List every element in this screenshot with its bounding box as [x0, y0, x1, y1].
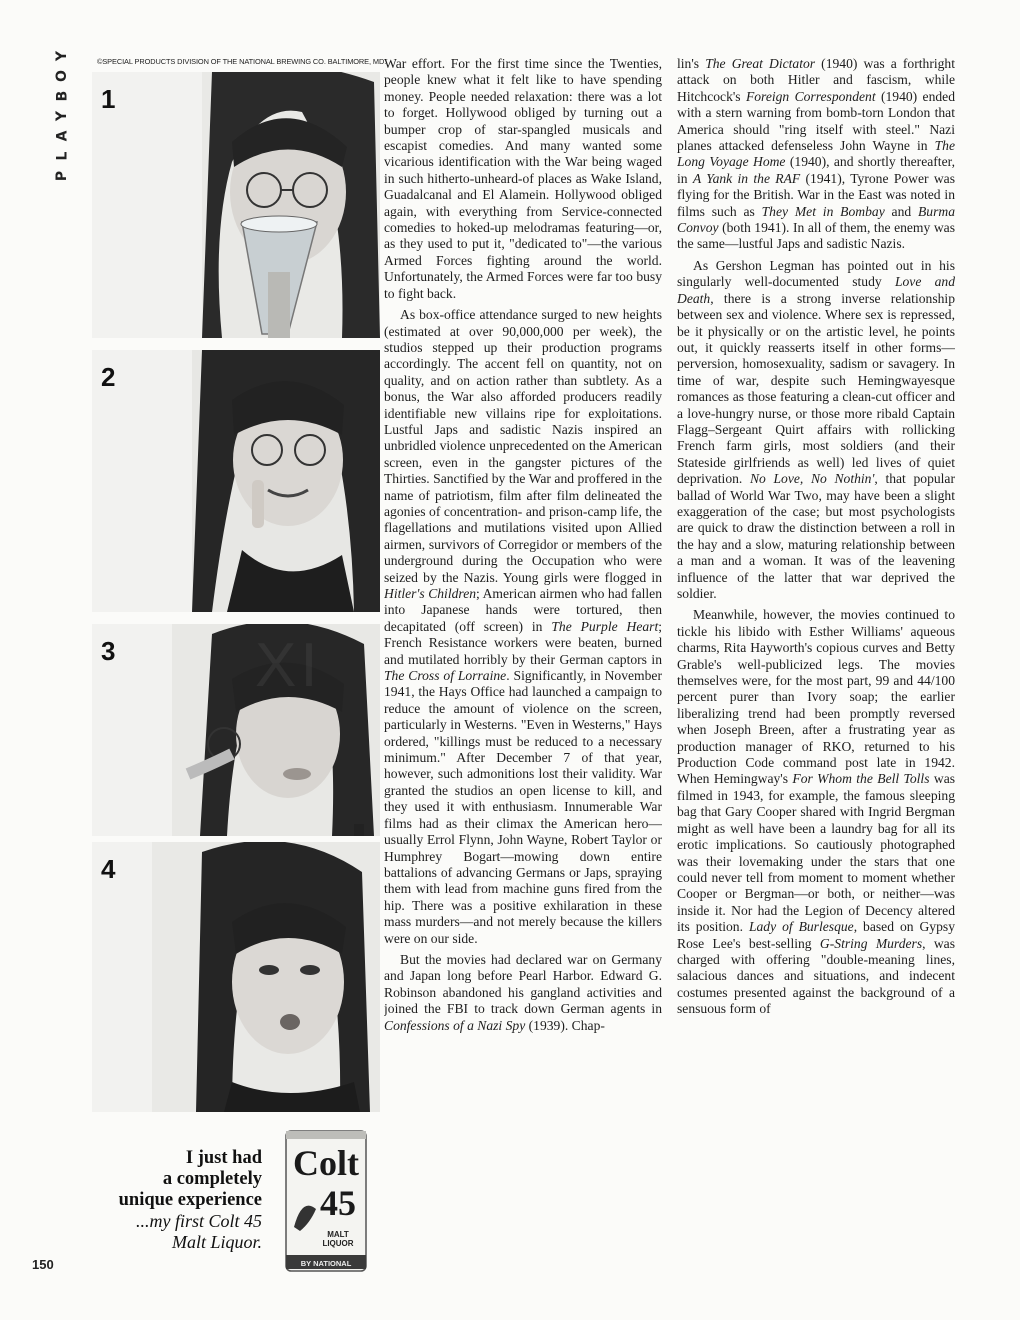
title-italic: The Purple Heart — [551, 618, 659, 634]
text-segment: was filmed in 1943, for example, the famous sleeping bag that Gary Cooper shared with Ingrid Bergman might as well have been a laundry bag for all its erotic implications. So cautiously photographed was their lovemaking under the stars that one could never tell from moment to moment whether Cooper or Bergman—or both, or neither—was inside it. Nor had the Legion of Decency altered its position. — [677, 771, 955, 935]
text-segment: (1940) ended with a stern warning from bomb-torn London that America should "ring itself with steel." Nazi planes attacked defenseless John Wayne in — [677, 88, 955, 154]
title-italic: Hitler's Children — [384, 586, 477, 601]
title-italic: No Love, No Nothin' — [749, 471, 875, 487]
title-italic: The Long Voyage Home — [677, 138, 955, 170]
title-italic: For Whom the Bell Tolls — [792, 771, 930, 787]
text-segment: , there is a strong inverse relationship between sex and violence. Where sex is repressed, be it physically or on the artistic level, he points out, it quickly reasserts itself in other forms—perversion, homosexuality, sadism or savagery. In time of war, despite such Hemingwayesque romances as those featuring a clean-cut officer and a love-hungry nurse, or those more ribald Captain Flagg–Sergeant Quirt affairs with rollicking French farm girls, most soldiers (and their Stateside girlfriends as well) led lives of quiet deprivation. — [677, 290, 955, 487]
ad-copyright: ©SPECIAL PRODUCTS DIVISION OF THE NATIONAL BREWING CO. BALTIMORE, MD. — [97, 57, 387, 66]
article-paragraph — [384, 952, 662, 1034]
text-segment: But the movies had declared war on Germany and Japan long before Pearl Harbor. Edward G. Robinson abandoned his gangland activities and joined the FBI to track down German agents in — [384, 951, 662, 1017]
magazine-name-letter: Y — [53, 50, 70, 62]
text-segment: (both 1941). In all of them, the enemy was the same—lustful Japs and sadistic Nazis. — [677, 220, 955, 252]
woman-drinking-illustration — [92, 72, 380, 338]
text-segment: , was charged with offering "double-meaning lines, salacious dances and situations, and indecent costumes presented against the background of a sensuous form of — [677, 935, 955, 1017]
text-segment: ; American airmen who had fallen into Japanese hands were tortured, then decapitated (off screen) in — [384, 586, 662, 634]
ad-headline — [96, 1148, 262, 1253]
title-italic: The Great Dictator — [705, 56, 816, 71]
text-segment: lin's — [677, 56, 706, 71]
magazine-name — [50, 46, 74, 186]
title-italic: Love and Death — [677, 274, 955, 306]
ad-photo-3 — [92, 624, 380, 836]
headline-tagline-2: Malt Liquor. — [171, 1232, 262, 1252]
title-italic: Burma Convoy — [677, 203, 955, 236]
panel-number: 4 — [101, 854, 116, 884]
panel-number: 1 — [101, 84, 116, 114]
magazine-name-letter: P — [53, 170, 70, 182]
woman-smiling-illustration — [92, 350, 380, 612]
article-paragraph — [677, 56, 955, 253]
can-line-1: MALT — [327, 1230, 349, 1239]
article-paragraph — [677, 607, 955, 1017]
title-italic: G-String Murders — [819, 935, 923, 951]
colt45-can — [276, 1127, 376, 1275]
magazine-name-letter: O — [54, 70, 70, 82]
magazine-name-letter: B — [53, 90, 70, 102]
title-italic: The Cross of Lorraine — [384, 668, 507, 684]
text-segment: (1940) was a forthright attack on both Hitler and fascism, while Hitchcock's — [677, 56, 955, 104]
text-segment: Meanwhile, however, the movies continued to tickle his libido with Esther Williams' aqueous charms, Rita Hayworth's copious curves and Betty Grable's well-publicized legs. The movies themselves were, for the most part, 99 and 44/100 percent purer than Ivory soap; the earlier liberalizing trend had been promptly reversed when Joseph Breen, after a frustrating year as production manager of RKO, returned to his Production Code command post late in 1942. When Hemingway's — [677, 607, 955, 787]
text-segment: As Gershon Legman has pointed out in his singularly well-documented study — [677, 257, 955, 290]
article-paragraph — [384, 307, 662, 947]
article-column-1 — [384, 56, 662, 1278]
can-maker: BY NATIONAL — [300, 1259, 352, 1268]
article-column-2 — [677, 56, 955, 1278]
headline-tagline: ...my first Colt 45 — [135, 1211, 262, 1231]
headline-line: I just had — [185, 1148, 262, 1168]
text-segment: (1939). Chap- — [525, 1017, 605, 1033]
title-italic: A Yank in the RAF — [692, 170, 801, 186]
panel-number: 3 — [101, 636, 116, 666]
text-segment: , that popular ballad of World War Two, may have been a slight exaggeration of the case; but most psychologists are quick to draw the distinction between a roll in the hay and a slow, maturing relationship between a man and a woman. It was of the leavening influence of the latter that war deprived the soldier. — [677, 471, 955, 601]
text-segment: ; French Resistance workers were beaten, burned and mutilated horribly by their German captors in — [384, 618, 662, 667]
text-segment: , based on Gypsy Rose Lee's best-selling — [677, 919, 955, 951]
can-brand-top: Colt — [293, 1143, 359, 1183]
headline-line: unique experience — [118, 1190, 262, 1210]
text-segment: (1940), and shortly thereafter, in — [677, 154, 955, 186]
page-number: 150 — [32, 1257, 54, 1272]
ad-photo-1 — [92, 72, 380, 338]
text-segment: War effort. For the first time since the Twenties, people knew what it felt like to have spending money. People needed relaxation: there was a lot to forget. Hollywood obliged by turning out a bumper crop of star-spangled musicals and escapist comedies. And many wanted some vicarious identification with the War being waged in such hitherto-unheard-of places as Wake Island, Guadalcanal and El Alamein. Hollywood obliged again, with everything from Service-connected comedies to hoked-up melodramas featuring—or, as they used to put it, "dedicated to"—the various Armed Forces fighting around the world. Unfortunately, the Armed Forces were far too busy to fight back. — [384, 56, 662, 301]
woman-surprised-illustration — [92, 842, 380, 1112]
article-paragraph — [384, 56, 662, 302]
title-italic: Foreign Correspondent — [745, 88, 876, 104]
text-segment: and — [884, 203, 918, 219]
ad-photo-2 — [92, 350, 380, 612]
ad-photo-4 — [92, 842, 380, 1112]
can-brand-bottom: 45 — [320, 1183, 356, 1223]
woman-glasses-illustration — [92, 624, 380, 836]
text-segment: As box-office attendance surged to new heights (estimated at over 90,000,000 per week), the studios stepped up their production programs accordingly. The accent fell on quantity, not on quality, and on action rather than subtlety. As a bonus, the War also afforded producers readily identifiable new villains ripe for exploitations. Lustful Japs and sadistic Nazis inspired an unbridled violence unprecedented on the American screen, even in the gangster pictures of the Thirties. Sanctified by the War and proffered in the name of patriotism, film after film delineated the agonies of concentration- and prison-camp life, the flagellations and mutilations visited upon Allied airmen, survivors of Corregidor or members of the underground during the Occupation who were seized by the Nazis. Young girls were flogged in — [384, 307, 662, 585]
magazine-name-letter: Y — [53, 110, 70, 122]
title-italic: Confessions of a Nazi Spy — [384, 1017, 526, 1033]
magazine-name-letter: A — [54, 130, 70, 142]
title-italic: They Met in Bombay — [761, 203, 885, 219]
panel-number: 2 — [101, 362, 116, 392]
headline-line: a completely — [162, 1169, 262, 1189]
magazine-name-letter: L — [53, 151, 70, 161]
text-segment: (1941), Tyrone Power was flying for the British. War in the East was noted in films such as — [677, 170, 955, 219]
text-segment: . Significantly, in November 1941, the Hays Office had launched a campaign to reduce the amount of violence on the screen, particularly in Westerns. "Even in Westerns," Hays ordered, "killings must be reduced to a necessary minimum." After December 7 of that year, however, such admonitions lost their validity. War granted the studios an open license to kill, and they used it with enthusiasm. Innumerable War films had as their climax the American hero—usually Errol Flynn, John Wayne, Robert Taylor or Humphrey Bogart—mowing down entire battalions of advancing Germans or Japs, spraying them with lead from machine guns fired from the hip. There was a positive exhilaration in these mass murders—and not merely because the killers were on our side. — [384, 668, 662, 946]
title-italic: Lady of Burlesque — [748, 919, 854, 935]
can-line-2: LIQUOR — [322, 1239, 354, 1248]
article-paragraph — [677, 258, 955, 603]
